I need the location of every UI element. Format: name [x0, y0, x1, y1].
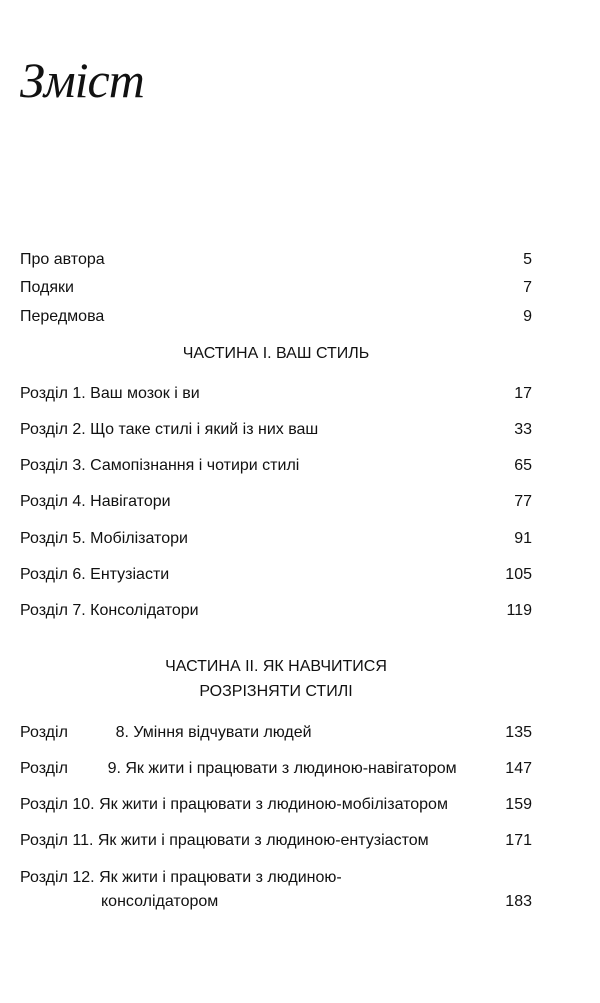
entry-page-number: 119: [506, 602, 532, 619]
chapter-prefix: Розділ 7.: [20, 602, 86, 619]
chapter-title: Що таке стилі і який із них ваш: [90, 421, 319, 438]
chapter-title: Як жити і працювати з людиною-навігатором: [125, 760, 457, 777]
entry-page-number: 9: [523, 308, 532, 325]
part-1-heading: ЧАСТИНА І. ВАШ СТИЛЬ: [182, 345, 370, 362]
chapter-title: Як жити і працювати з людиною-ентузіастом: [97, 832, 429, 849]
chapter-title: Ентузіасти: [90, 566, 170, 583]
entry-page-number: 65: [514, 457, 532, 474]
entry-page-number: 183: [505, 893, 532, 910]
chapter-prefix: Розділ: [20, 832, 68, 849]
chapter-prefix: Розділ: [20, 796, 68, 813]
toc-entry-acknowledgements: [20, 276, 532, 300]
entry-page-number: 91: [514, 530, 532, 547]
toc-entry-chapter-11: [20, 829, 532, 853]
part-2-heading-line-2: РОЗРІЗНЯТИ СТИЛІ: [199, 683, 353, 700]
entry-page-number: 135: [505, 724, 532, 741]
chapter-title: Навігатори: [90, 493, 171, 510]
chapter-number: 11.: [72, 832, 94, 849]
chapter-prefix: Розділ 1.: [20, 385, 86, 402]
chapter-title: Мобілізатори: [90, 530, 188, 547]
toc-entry-chapter-8: [20, 721, 532, 745]
chapter-prefix: Розділ: [20, 724, 68, 741]
toc-entry-chapter-10: [20, 793, 532, 817]
chapter-title: Уміння відчувати людей: [133, 724, 312, 741]
chapter-title-line-2: консолідатором: [101, 893, 219, 910]
toc-entry-chapter-7: [20, 599, 532, 623]
chapter-prefix: Розділ 5.: [20, 530, 86, 547]
entry-label: Про автора: [20, 251, 105, 268]
toc-entry-chapter-3: [20, 454, 532, 478]
entry-page-number: 5: [523, 251, 532, 268]
toc-entry-foreword: [20, 305, 532, 329]
entry-page-number: 147: [505, 760, 532, 777]
entry-label: Подяки: [20, 279, 74, 296]
chapter-number: 10.: [72, 796, 95, 813]
chapter-prefix: Розділ: [20, 869, 68, 886]
toc-entry-chapter-4: [20, 490, 532, 514]
chapter-prefix: Розділ 4.: [20, 493, 86, 510]
entry-page-number: 17: [514, 385, 532, 402]
entry-page-number: 105: [505, 566, 532, 583]
chapter-title: Ваш мозок і ви: [90, 385, 200, 402]
part-2-heading-line-1: ЧАСТИНА ІІ. ЯК НАВЧИТИСЯ: [165, 658, 387, 675]
toc-entry-chapter-12: [20, 866, 532, 910]
chapter-title: Самопізнання і чотири стилі: [90, 457, 300, 474]
toc-entry-chapter-2: [20, 418, 532, 442]
chapter-number: 12.: [72, 869, 95, 886]
toc-entry-chapter-9: [20, 757, 532, 781]
chapter-prefix: Розділ: [20, 760, 68, 777]
chapter-prefix: Розділ 2.: [20, 421, 86, 438]
entry-label: Передмова: [20, 308, 105, 325]
entry-page-number: 7: [523, 279, 532, 296]
entry-page-number: 77: [514, 493, 532, 510]
toc-entry-about-author: [20, 248, 532, 272]
chapter-title: Як жити і працювати з людиною-мобілізатором: [99, 796, 448, 813]
chapter-prefix: Розділ 6.: [20, 566, 86, 583]
chapter-title-line-1: Як жити і працювати з людиною-: [99, 869, 342, 886]
entry-page-number: 171: [505, 832, 532, 849]
entry-page-number: 33: [514, 421, 532, 438]
toc-entry-chapter-1: [20, 382, 532, 406]
chapter-prefix: Розділ 3.: [20, 457, 86, 474]
chapter-number: 8.: [115, 724, 129, 741]
chapter-title: Консолідатори: [90, 602, 199, 619]
toc-entry-chapter-6: [20, 563, 532, 587]
toc-entry-chapter-5: [20, 527, 532, 551]
chapter-number: 9.: [107, 760, 121, 777]
page-title: Зміст: [20, 52, 144, 108]
entry-page-number: 159: [505, 796, 532, 813]
